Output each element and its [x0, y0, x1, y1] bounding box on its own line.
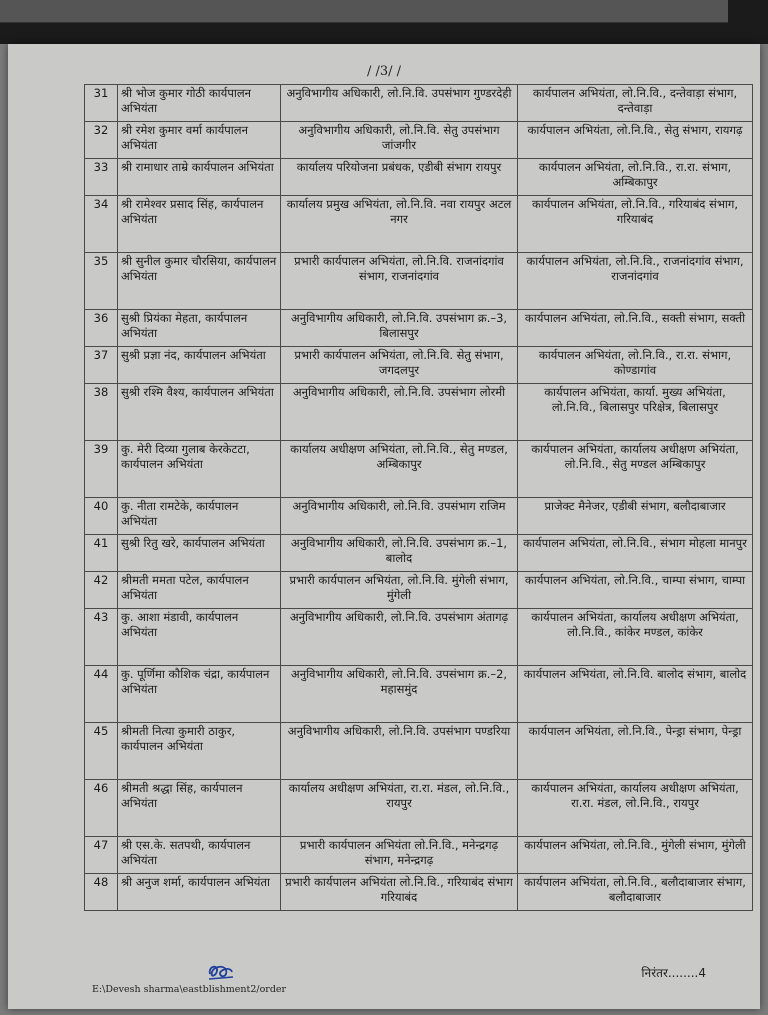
new-posting: कार्यपालन अभियंता, लो.नि.वि., बलौदाबाजार संभाग, बलौदाबाजार — [518, 874, 753, 911]
officer-name: श्री अनुज शर्मा, कार्यपालन अभियंता — [118, 874, 281, 911]
table-row — [85, 723, 753, 780]
officer-name: श्रीमती नित्या कुमारी ठाकुर, कार्यपालन अभियंता — [118, 723, 281, 780]
current-posting: कार्यालय प्रमुख अभियंता, लो.नि.वि. नवा रायपुर अटल नगर — [281, 196, 518, 253]
scan-top-background — [0, 0, 768, 44]
current-posting: अनुविभागीय अधिकारी, लो.नि.वि. सेतु उपसंभाग जांजगीर — [281, 122, 518, 159]
table-row — [85, 837, 753, 874]
officer-name: कु. नीता रामटेके, कार्यपालन अभियंता — [118, 498, 281, 535]
current-posting: प्रभारी कार्यपालन अभियंता लो.नि.वि., मनेन्द्रगढ़ संभाग, मनेन्द्रगढ़ — [281, 837, 518, 874]
initials-signature — [204, 960, 238, 982]
officer-name: सुश्री प्रज्ञा नंद, कार्यपालन अभियंता — [118, 347, 281, 384]
row-number: 36 — [85, 310, 118, 347]
row-number: 37 — [85, 347, 118, 384]
row-number: 35 — [85, 253, 118, 310]
row-number: 44 — [85, 666, 118, 723]
officer-name: श्री एस.के. सतपथी, कार्यपालन अभियंता — [118, 837, 281, 874]
officer-name: श्री रामाधार ताम्रे कार्यपालन अभियंता — [118, 159, 281, 196]
current-posting: प्रभारी कार्यपालन अभियंता लो.नि.वि., गरियाबंद संभाग गरियाबंद — [281, 874, 518, 911]
current-posting: अनुविभागीय अधिकारी, लो.नि.वि. उपसंभाग लोरमी — [281, 384, 518, 441]
new-posting: प्राजेक्ट मैनेजर, एडीबी संभाग, बलौदाबाजार — [518, 498, 753, 535]
officer-name: सुश्री रितु खरे, कार्यपालन अभियंता — [118, 535, 281, 572]
new-posting: कार्यपालन अभियंता, लो.नि.वि., रा.रा. संभाग, कोण्डागांव — [518, 347, 753, 384]
table-row — [85, 122, 753, 159]
current-posting: अनुविभागीय अधिकारी, लो.नि.वि. उपसंभाग क्र.–2, महासमुंद — [281, 666, 518, 723]
row-number: 38 — [85, 384, 118, 441]
current-posting: प्रभारी कार्यपालन अभियंता, लो.नि.वि. मुंगेली संभाग, मुंगेली — [281, 572, 518, 609]
officer-name: श्री भोज कुमार गोठी कार्यपालन अभियंता — [118, 85, 281, 122]
table-row — [85, 572, 753, 609]
officer-name: सुश्री रश्मि वैश्य, कार्यपालन अभियंता — [118, 384, 281, 441]
file-path: E:\Devesh sharma\eastblishment2/order — [92, 984, 287, 995]
table-row — [85, 384, 753, 441]
officer-name: कु. आशा मंडावी, कार्यपालन अभियंता — [118, 609, 281, 666]
previous-page-edge — [0, 0, 728, 23]
table-row — [85, 498, 753, 535]
table-row — [85, 253, 753, 310]
row-number: 43 — [85, 609, 118, 666]
table-row — [85, 347, 753, 384]
current-posting: कार्यालय अधीक्षण अभियंता, रा.रा. मंडल, लो.नि.वि., रायपुर — [281, 780, 518, 837]
current-posting: कार्यालय परियोजना प्रबंधक, एडीबी संभाग रायपुर — [281, 159, 518, 196]
table-row — [85, 196, 753, 253]
row-number: 47 — [85, 837, 118, 874]
officer-name: कु. पूर्णिमा कौशिक चंद्रा, कार्यपालन अभियंता — [118, 666, 281, 723]
new-posting: कार्यपालन अभियंता, लो.नि.वि., पेन्ड्रा संभाग, पेन्ड्रा — [518, 723, 753, 780]
new-posting: कार्यपालन अभियंता, लो.नि.वि., मुंगेली संभाग, मुंगेली — [518, 837, 753, 874]
current-posting: अनुविभागीय अधिकारी, लो.नि.वि. उपसंभाग क्र.–1, बालोद — [281, 535, 518, 572]
new-posting: कार्यपालन अभियंता, लो.नि.वि., गरियाबंद संभाग, गरियाबंद — [518, 196, 753, 253]
officer-name: सुश्री प्रियंका मेहता, कार्यपालन अभियंता — [118, 310, 281, 347]
current-posting: अनुविभागीय अधिकारी, लो.नि.वि. उपसंभाग राजिम — [281, 498, 518, 535]
table-row — [85, 666, 753, 723]
new-posting: कार्यपालन अभियंता, कार्यालय अधीक्षण अभियंता, लो.नि.वि., कांकेर मण्डल, कांकेर — [518, 609, 753, 666]
officer-name: श्रीमती श्रद्धा सिंह, कार्यपालन अभियंता — [118, 780, 281, 837]
officer-name: कु. मेरी दिव्या गुलाब केरकेटटा, कार्यपालन अभियंता — [118, 441, 281, 498]
table-row — [85, 609, 753, 666]
new-posting: कार्यपालन अभियंता, लो.नि.वि., सक्ती संभाग, सक्ती — [518, 310, 753, 347]
row-number: 32 — [85, 122, 118, 159]
table-row — [85, 441, 753, 498]
row-number: 45 — [85, 723, 118, 780]
new-posting: कार्यपालन अभियंता, कार्यालय अधीक्षण अभियंता, रा.रा. मंडल, लो.नि.वि., रायपुर — [518, 780, 753, 837]
new-posting: कार्यपालन अभियंता, लो.नि.वि., चाम्पा संभाग, चाम्पा — [518, 572, 753, 609]
current-posting: अनुविभागीय अधिकारी, लो.नि.वि. उपसंभाग क्र.–3, बिलासपुर — [281, 310, 518, 347]
new-posting: कार्यपालन अभियंता, कार्या. मुख्य अभियंता, लो.नि.वि., बिलासपुर परिक्षेत्र, बिलासपुर — [518, 384, 753, 441]
table-row — [85, 535, 753, 572]
row-number: 40 — [85, 498, 118, 535]
table-row — [85, 780, 753, 837]
row-number: 31 — [85, 85, 118, 122]
transfer-table — [84, 84, 753, 911]
officer-name: श्री रमेश कुमार वर्मा कार्यपालन अभियंता — [118, 122, 281, 159]
table-row — [85, 159, 753, 196]
new-posting: कार्यपालन अभियंता, कार्यालय अधीक्षण अभियंता, लो.नि.वि., सेतु मण्डल अम्बिकापुर — [518, 441, 753, 498]
officer-name: श्री रामेश्वर प्रसाद सिंह, कार्यपालन अभियंता — [118, 196, 281, 253]
officer-name: श्री सुनील कुमार चौरसिया, कार्यपालन अभियंता — [118, 253, 281, 310]
continued-note: निरंतर........4 — [641, 966, 706, 980]
row-number: 34 — [85, 196, 118, 253]
officer-name: श्रीमती ममता पटेल, कार्यपालन अभियंता — [118, 572, 281, 609]
row-number: 46 — [85, 780, 118, 837]
transfer-table-body — [85, 85, 753, 911]
current-posting: अनुविभागीय अधिकारी, लो.नि.वि. उपसंभाग पण्डरिया — [281, 723, 518, 780]
table-row — [85, 310, 753, 347]
new-posting: कार्यपालन अभियंता, लो.नि.वि., दन्तेवाड़ा संभाग, दन्तेवाड़ा — [518, 85, 753, 122]
document-page — [8, 44, 760, 1009]
current-posting: अनुविभागीय अधिकारी, लो.नि.वि. उपसंभाग अंतागढ़ — [281, 609, 518, 666]
current-posting: कार्यालय अधीक्षण अभियंता, लो.नि.वि., सेतु मण्डल, अम्बिकापुर — [281, 441, 518, 498]
page-number: / /3/ / — [366, 64, 402, 79]
current-posting: अनुविभागीय अधिकारी, लो.नि.वि. उपसंभाग गुण्डरदेही — [281, 85, 518, 122]
current-posting: प्रभारी कार्यपालन अभियंता, लो.नि.वि. राजनांदगांव संभाग, राजनांदगांव — [281, 253, 518, 310]
table-row — [85, 85, 753, 122]
current-posting: प्रभारी कार्यपालन अभियंता, लो.नि.वि. सेतु संभाग, जगदलपुर — [281, 347, 518, 384]
table-row — [85, 874, 753, 911]
row-number: 39 — [85, 441, 118, 498]
row-number: 48 — [85, 874, 118, 911]
new-posting: कार्यपालन अभियंता, लो.नि.वि., संभाग मोहला मानपुर — [518, 535, 753, 572]
row-number: 42 — [85, 572, 118, 609]
new-posting: कार्यपालन अभियंता, लो.नि.वि., राजनांदगांव संभाग, राजनांदगांव — [518, 253, 753, 310]
row-number: 33 — [85, 159, 118, 196]
new-posting: कार्यपालन अभियंता, लो.नि.वि., सेतु संभाग, रायगढ़ — [518, 122, 753, 159]
new-posting: कार्यपालन अभियंता, लो.नि.वि. बालोद संभाग, बालोद — [518, 666, 753, 723]
row-number: 41 — [85, 535, 118, 572]
new-posting: कार्यपालन अभियंता, लो.नि.वि., रा.रा. संभाग, अम्बिकापुर — [518, 159, 753, 196]
